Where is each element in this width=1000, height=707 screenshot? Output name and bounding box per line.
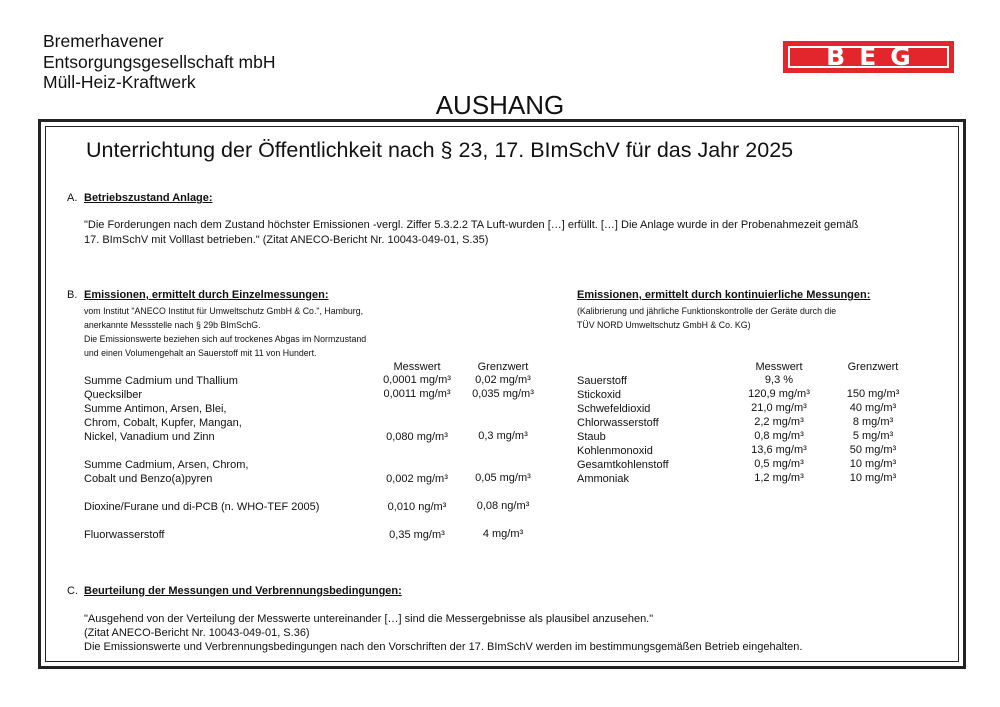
right-row-measured: 1,2 mg/m³: [754, 472, 804, 484]
company-line: Müll-Heiz-Kraftwerk: [43, 72, 196, 92]
section-b-right-note: TÜV NORD Umweltschutz GmbH & Co. KG): [577, 320, 751, 330]
section-a-letter: A.: [67, 192, 78, 204]
left-row-name: Nickel, Vanadium und Zinn: [84, 431, 215, 443]
left-row-limit: 0,035 mg/m³: [472, 388, 534, 400]
left-col-measured-header: Messwert: [393, 361, 441, 373]
right-row-measured: 2,2 mg/m³: [754, 416, 804, 428]
right-row-limit: 40 mg/m³: [849, 402, 897, 414]
logo-text: BEG: [826, 42, 925, 71]
section-b-letter: B.: [67, 289, 78, 301]
company-name: [43, 31, 275, 93]
right-row-measured: 120,9 mg/m³: [748, 388, 810, 400]
left-row-name: Chrom, Cobalt, Kupfer, Mangan,: [84, 417, 242, 429]
right-row-limit: 8 mg/m³: [852, 416, 894, 428]
section-b-left-note: vom Institut "ANECO Institut für Umweltschutz GmbH & Co.", Hamburg,: [84, 306, 364, 316]
company-line: Bremerhavener: [43, 31, 164, 51]
right-row-name: Gesamtkohlenstoff: [577, 459, 669, 471]
left-row-name: Cobalt und Benzo(a)pyren: [84, 473, 213, 485]
right-row-name: Sauerstoff: [577, 375, 627, 387]
left-row-measured: 0,002 mg/m³: [386, 473, 448, 485]
left-row-name: Summe Cadmium und Thallium: [84, 375, 238, 387]
left-row-name: Fluorwasserstoff: [84, 529, 165, 541]
right-row-name: Schwefeldioxid: [577, 403, 651, 415]
right-row-name: Stickoxid: [577, 389, 622, 401]
right-row-limit: 5 mg/m³: [852, 430, 894, 442]
page-title: Unterrichtung der Öffentlichkeit nach § 23, 17. BImSchV für das Jahr 2025: [86, 138, 794, 162]
left-row-limit: 0,02 mg/m³: [475, 374, 531, 386]
left-row-measured: 0,010 ng/m³: [387, 501, 447, 513]
left-row-measured: 0,080 mg/m³: [386, 431, 448, 443]
section-c-letter: C.: [67, 585, 78, 597]
left-row-limit: 0,3 mg/m³: [478, 430, 528, 442]
right-row-name: Staub: [577, 431, 606, 443]
page-heading: AUSHANG: [435, 90, 565, 120]
section-c-heading: Beurteilung der Messungen und Verbrennungsbedingungen:: [84, 585, 402, 597]
section-c-text-line: "Ausgehend von der Verteilung der Messwerte untereinander […] sind die Messergebnisse als plausibel anzusehen.": [84, 613, 654, 625]
section-b-right-heading: Emissionen, ermittelt durch kontinuierliche Messungen:: [577, 289, 871, 301]
left-col-limit-header: Grenzwert: [477, 361, 529, 373]
right-row-limit: 50 mg/m³: [849, 444, 897, 456]
section-b-right-note: (Kalibrierung und jährliche Funktionskontrolle der Geräte durch die: [577, 306, 837, 316]
section-b-left-heading: Emissionen, ermittelt durch Einzelmessungen:: [84, 289, 329, 301]
logo-border: [788, 42, 949, 71]
right-row-measured: 0,8 mg/m³: [754, 430, 804, 442]
left-row-measured: 0,0001 mg/m³: [383, 374, 451, 386]
right-col-limit-header: Grenzwert: [847, 361, 899, 373]
right-row-measured: 0,5 mg/m³: [754, 458, 804, 470]
left-row-measured: 0,0011 mg/m³: [383, 388, 451, 400]
section-c-text-line: Die Emissionswerte und Verbrennungsbedingungen nach den Vorschriften der 17. BImSchV werden im bestimmungsgemäßen Betrieb eingehalten.: [84, 641, 803, 653]
right-row-name: Chlorwasserstoff: [577, 417, 659, 429]
left-row-name: Dioxine/Furane und di-PCB (n. WHO-TEF 2005): [84, 501, 320, 513]
right-row-name: Kohlenmonoxid: [577, 445, 653, 457]
section-a-text-line: 17. BImSchV mit Volllast betrieben." (Zitat ANECO-Bericht Nr. 10043-049-01, S.35): [84, 234, 489, 246]
right-row-limit: 10 mg/m³: [849, 458, 897, 470]
left-row-limit: 4 mg/m³: [482, 528, 524, 540]
section-c-text-line: (Zitat ANECO-Bericht Nr. 10043-049-01, S.36): [84, 627, 310, 639]
right-row-measured: 13,6 mg/m³: [751, 444, 807, 456]
beg-logo: [783, 41, 954, 73]
section-a-heading: Betriebszustand Anlage:: [84, 192, 213, 204]
right-row-limit: 150 mg/m³: [846, 388, 900, 400]
left-row-name: Quecksilber: [84, 389, 143, 401]
left-row-measured: 0,35 mg/m³: [389, 529, 445, 541]
right-row-limit: 10 mg/m³: [849, 472, 897, 484]
section-a-text-line: "Die Forderungen nach dem Zustand höchster Emissionen -vergl. Ziffer 5.3.2.2 TA Luft-wurden […] erfüllt. […] Die Anlage wurde in der Probenahmezeit gemäß: [84, 219, 859, 231]
right-row-measured: 21,0 mg/m³: [751, 402, 807, 414]
right-row-name: Ammoniak: [577, 473, 629, 485]
left-row-name: Summe Antimon, Arsen, Blei,: [84, 403, 227, 415]
right-col-measured-header: Messwert: [755, 361, 803, 373]
company-line: Entsorgungsgesellschaft mbH: [43, 51, 276, 72]
section-b-left-note: anerkannte Messstelle nach § 29b BImSchG.: [84, 320, 261, 330]
section-b-left-note: Die Emissionswerte beziehen sich auf trockenes Abgas im Normzustand: [84, 334, 367, 344]
section-b-left-note: und einen Volumengehalt an Sauerstoff mit 11 von Hundert.: [84, 348, 317, 358]
left-row-name: Summe Cadmium, Arsen, Chrom,: [84, 459, 249, 471]
right-row-measured: 9,3 %: [764, 374, 794, 386]
left-row-limit: 0,05 mg/m³: [475, 472, 531, 484]
left-row-limit: 0,08 ng/m³: [476, 500, 530, 512]
